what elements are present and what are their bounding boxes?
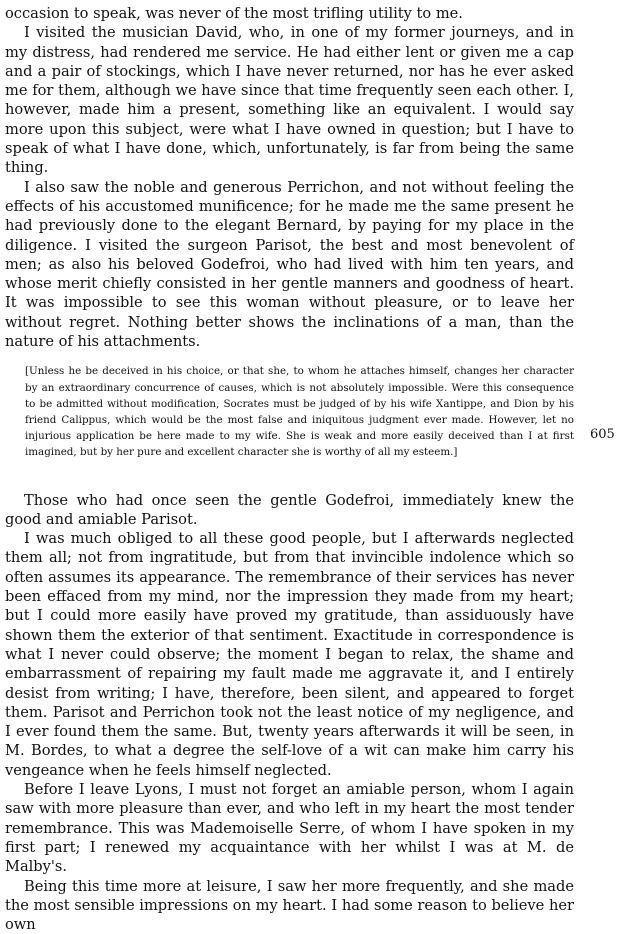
paragraph: occasion to speak, was never of the most trifling utility to me.	[5, 4, 574, 23]
paragraph: I was much obliged to all these good people, but I afterwards neglected them all; not from ingratitude, but from that invincible indolence which so often assumes its appearance. The remembrance of their services has never been effaced from my mind, nor the impression they made from my heart; but I could more easily have proved my gratitude, than assiduously have shown them the exterior of that sentiment. Exactitude in correspondence is what I never could observe; the moment I began to relax, the shame and embarrassment of repairing my fault made me aggravate it, and I entirely desist from writing; I have, therefore, been silent, and appeared to forget them. Parisot and Perrichon took not the least notice of my negligence, and I ever found them the same. But, twenty years afterwards it will be seen, in M. Bordes, to what a degree the self-love of a wit can make him carry his vengeance when he feels himself neglected.	[5, 529, 574, 780]
body-text	[5, 4, 574, 934]
paragraph: Before I leave Lyons, I must not forget an amiable person, whom I again saw with more pleasure than ever, and who left in my heart the most tender remembrance. This was Mademoiselle Serre, of whom I have spoken in my first part; I renewed my acquaintance with her whilst I was at M. de Malby's.	[5, 780, 574, 876]
page-number: 605	[590, 427, 615, 443]
paragraph: Being this time more at leisure, I saw her more frequently, and she made the most sensible impressions on my heart. I had some reason to believe her own	[5, 877, 574, 934]
paragraph: I also saw the noble and generous Perrichon, and not without feeling the effects of his accustomed munificence; for he made me the same present he had previously done to the elegant Bernard, by paying for my place in the diligence. I visited the surgeon Parisot, the best and most benevolent of men; as also his beloved Godefroi, who had lived with him ten years, and whose merit chiefly consisted in her gentle manners and goodness of heart. It was impossible to see this woman without pleasure, or to leave her without regret. Nothing better shows the inclinations of a man, than the nature of his attachments.	[5, 178, 574, 352]
paragraph: I visited the musician David, who, in one of my former journeys, and in my distress, had rendered me service. He had either lent or given me a cap and a pair of stockings, which I have never returned, nor has he ever asked me for them, although we have since that time frequently seen each other. I, however, made him a present, something like an equivalent. I would say more upon this subject, were what I have owned in question; but I have to speak of what I have done, which, unfortunately, is far from being the same thing.	[5, 23, 574, 177]
footnote: [Unless he be deceived in his choice, or that she, to whom he attaches himself, changes her character by an extraordinary concurrence of causes, which is not absolutely impossible. Were this consequence to be admitted without modification, Socrates must be judged of by his wife Xantippe, and Dion by his friend Calippus, which would be the most false and iniquitous judgment ever made. However, let no injurious application be here made to my wife. She is weak and more easily deceived than I at first imagined, but by her pure and excellent character she is worthy of all my esteem.]	[25, 363, 574, 460]
paragraph: Those who had once seen the gentle Godefroi, immediately knew the good and amiable Parisot.	[5, 491, 574, 530]
